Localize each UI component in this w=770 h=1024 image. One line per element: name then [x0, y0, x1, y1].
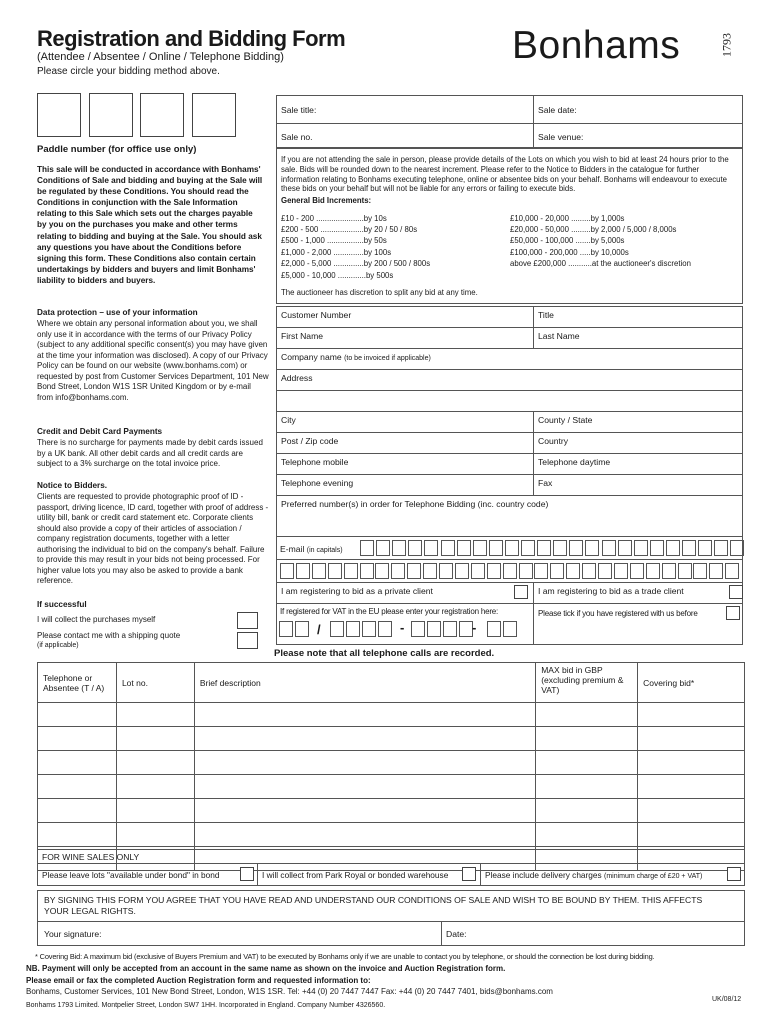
date-field[interactable]: Date: — [446, 929, 467, 939]
email-char-box[interactable] — [360, 563, 374, 579]
form-title: Registration and Bidding Form — [37, 26, 346, 51]
email-char-box[interactable] — [666, 540, 680, 556]
wine-delivery-checkbox[interactable] — [727, 867, 741, 881]
registered-before-label: Please tick if you have registered with us before — [538, 609, 698, 618]
conditions-paragraph: This sale will be conducted in accordance with Bonhams' Conditions of Sale and bidding and buying at the Sale will be regulated by these Conditions. You should read the Conditions in conjunction with the Sale Information relating to this Sale which sets out the charges payable by you on the purchases you make and other terms relating to bidding and buying at the Sale. You should ask any questions you have about the Conditions before signing this form. These Conditions also contain certain undertakings by bidders and buyers and limit Bonhams' liability to bidders and buyers. — [37, 165, 263, 285]
email-char-box[interactable] — [312, 563, 326, 579]
paddle-box-2[interactable] — [89, 93, 133, 137]
wine-park-royal-label: I will collect from Park Royal or bonded warehouse — [262, 870, 449, 880]
email-char-box[interactable] — [682, 540, 696, 556]
email-char-box[interactable] — [553, 540, 567, 556]
email-char-box[interactable] — [566, 563, 580, 579]
wine-delivery-label: Please include delivery charges (minimum charge of £20 + VAT) — [485, 870, 703, 880]
vat-char-box[interactable] — [295, 621, 309, 637]
increment-row: £20,000 - 50,000 .........by 2,000 / 5,000 / 8,000s — [510, 225, 677, 234]
vat-char-box[interactable] — [378, 621, 392, 637]
email-char-box[interactable] — [296, 563, 310, 579]
sale-no-field[interactable]: Sale no. — [276, 123, 534, 148]
company-note: (to be invoiced if applicable) — [344, 355, 431, 362]
notice-text: Clients are requested to provide photographic proof of ID - passport, driving licence, ID card, together with proof of address - utility bill, bank or credit card statement etc. Corporate clients should also provide a copy of their articles of association / company registration documents, together with a letter authorising the individual to bid on the company's behalf. Failure to provide this may result in your bids not being processed. For higher value lots you may also be asked to provide a bank reference. — [37, 492, 269, 585]
shipping-checkbox[interactable] — [237, 632, 258, 649]
vat-char-box[interactable] — [279, 621, 293, 637]
wine-divider — [257, 863, 258, 886]
wine-heading: FOR WINE SALES ONLY — [42, 852, 140, 862]
email-label: E-mail (in capitals) — [280, 544, 343, 554]
email-char-box[interactable] — [585, 540, 599, 556]
wine-divider — [480, 863, 481, 886]
address-line-2-field[interactable] — [276, 390, 743, 412]
email-char-box[interactable] — [618, 540, 632, 556]
email-char-box[interactable] — [439, 563, 453, 579]
vat-label: If registered for VAT in the EU please enter your registration here: — [280, 607, 499, 616]
email-char-box[interactable] — [614, 563, 628, 579]
wine-section — [37, 849, 745, 886]
email-char-box[interactable] — [487, 563, 501, 579]
vat-char-box[interactable] — [362, 621, 376, 637]
company-details: Bonhams 1793 Limited. Montpelier Street, London SW7 1HH. Incorporated in England. Company Number 4326560. — [26, 1002, 386, 1009]
email-char-box[interactable] — [503, 563, 517, 579]
email-char-box[interactable] — [473, 540, 487, 556]
phone-recorded-notice: Please note that all telephone calls are recorded. — [274, 648, 495, 659]
notice-heading: Notice to Bidders. — [37, 481, 108, 490]
wine-bond-label: Please leave lots "available under bond" in bond — [42, 870, 220, 880]
contact-details: Bonhams, Customer Services, 101 New Bond Street, London, W1S 1SR. Tel: +44 (0) 20 7447 7447 Fax: +44 (0) 20 7447 7401, bids@bonhams.com — [26, 987, 553, 996]
col-type-header: Telephone or Absentee (T / A) — [38, 663, 117, 703]
logo-year: 1793 — [719, 32, 734, 57]
telephone-evening-field[interactable]: Telephone evening — [276, 474, 534, 496]
vat-char-box[interactable] — [346, 621, 360, 637]
wine-bond-checkbox[interactable] — [240, 867, 254, 881]
email-char-box[interactable] — [407, 563, 421, 579]
private-client-row: I am registering to bid as a private client — [276, 582, 534, 604]
email-char-box[interactable] — [505, 540, 519, 556]
email-char-box[interactable] — [709, 563, 723, 579]
collect-checkbox[interactable] — [237, 612, 258, 629]
email-char-box[interactable] — [650, 540, 664, 556]
col-max-header: MAX bid in GBP (excluding premium & VAT) — [536, 663, 638, 703]
email-char-box[interactable] — [408, 540, 422, 556]
bid-row[interactable] — [38, 703, 745, 727]
email-char-box[interactable] — [280, 563, 294, 579]
increment-row: £100,000 - 200,000 .....by 10,000s — [510, 248, 629, 257]
city-field[interactable]: City — [276, 411, 534, 433]
paddle-number-label: Paddle number (for office use only) — [37, 144, 197, 155]
email-char-box[interactable] — [457, 540, 471, 556]
discretion-note: The auctioneer has discretion to split any bid at any time. — [281, 288, 478, 297]
bid-row[interactable] — [38, 751, 745, 775]
email-char-box[interactable] — [537, 540, 551, 556]
agreement-text: BY SIGNING THIS FORM YOU AGREE THAT YOU HAVE READ AND UNDERSTAND OUR CONDITIONS OF SALE AND WISH TO BE BOUND BY THEM. THIS AFFECTS YOUR LEGAL RIGHTS. — [44, 895, 703, 916]
col-desc-header: Brief description — [194, 663, 535, 703]
email-char-box[interactable] — [489, 540, 503, 556]
bid-row[interactable] — [38, 727, 745, 751]
vat-char-box[interactable] — [503, 621, 517, 637]
data-protection-heading: Data protection – use of your information — [37, 308, 198, 317]
increment-row: £50,000 - 100,000 .......by 5,000s — [510, 236, 625, 245]
increments-heading: General Bid Increments: — [281, 196, 372, 206]
agreement-divider — [37, 921, 745, 922]
wine-divider — [37, 863, 745, 864]
email-char-box[interactable] — [534, 563, 548, 579]
increment-row: £10,000 - 20,000 .........by 1,000s — [510, 214, 625, 223]
collect-label: I will collect the purchases myself — [37, 615, 156, 624]
increment-row: £500 - 1,000 .................by 50s — [281, 236, 387, 245]
email-char-box[interactable] — [714, 540, 728, 556]
email-char-box[interactable] — [582, 563, 596, 579]
email-char-box[interactable] — [634, 540, 648, 556]
covering-bid-note: * Covering Bid: A maximum bid (exclusive of Buyers Premium and VAT) to be executed by Bonhams only if we are unable to contact you by telephone, or should the connection be lost during bidding. — [35, 952, 655, 961]
telephone-daytime-field[interactable]: Telephone daytime — [533, 453, 743, 475]
email-char-box[interactable] — [698, 540, 712, 556]
col-lot-header: Lot no. — [116, 663, 194, 703]
wine-park-royal-checkbox[interactable] — [462, 867, 476, 881]
form-subtitle: (Attendee / Absentee / Online / Telephone Bidding) — [37, 51, 284, 63]
bonhams-logo: Bonhams — [512, 24, 681, 67]
payment-note: NB. Payment will only be accepted from an account in the same name as shown on the invoice and Auction Registration form. — [26, 964, 506, 973]
vat-separator: - — [472, 620, 477, 635]
vat-char-box[interactable] — [411, 621, 425, 637]
vat-separator: / — [317, 622, 321, 637]
title-field[interactable]: Title — [533, 306, 743, 328]
bid-row[interactable] — [38, 775, 745, 799]
email-char-box[interactable] — [391, 563, 405, 579]
paddle-box-1[interactable] — [37, 93, 81, 137]
increment-row: £1,000 - 2,000 ..............by 100s — [281, 248, 392, 257]
email-char-box[interactable] — [519, 563, 533, 579]
registered-before-checkbox[interactable] — [726, 606, 740, 620]
email-char-box[interactable] — [602, 540, 616, 556]
customer-number-field[interactable]: Customer Number — [276, 306, 534, 328]
card-payments-text: There is no surcharge for payments made by debit cards issued by a UK bank. All other debit cards and all credit cards are subject to a 3% surcharge on the total invoice price. — [37, 438, 263, 468]
increment-row: above £200,000 ...........at the auctioneer's discretion — [510, 259, 691, 268]
card-payments-heading: Credit and Debit Card Payments — [37, 427, 163, 436]
paddle-box-4[interactable] — [192, 93, 236, 137]
email-char-box[interactable] — [678, 563, 692, 579]
sale-date-field[interactable]: Sale date: — [533, 95, 743, 124]
increment-row: £2,000 - 5,000 ..............by 200 / 500 / 800s — [281, 259, 431, 268]
email-char-box[interactable] — [730, 540, 744, 556]
email-char-box[interactable] — [360, 540, 374, 556]
return-note: Please email or fax the completed Auction Registration form and requested information to: — [26, 976, 371, 985]
address-field[interactable]: Address — [276, 369, 743, 391]
first-name-field[interactable]: First Name — [276, 327, 534, 349]
last-name-field[interactable]: Last Name — [533, 327, 743, 349]
sale-venue-field[interactable]: Sale venue: — [533, 123, 743, 148]
email-char-box[interactable] — [569, 540, 583, 556]
email-char-box[interactable] — [725, 563, 739, 579]
preferred-numbers-field[interactable]: Preferred number(s) in order for Telephone Bidding (inc. country code) — [276, 495, 743, 537]
email-char-box[interactable] — [376, 540, 390, 556]
email-char-box[interactable] — [328, 563, 342, 579]
email-char-box[interactable] — [550, 563, 564, 579]
email-char-box[interactable] — [662, 563, 676, 579]
county-field[interactable]: County / State — [533, 411, 743, 433]
fax-field[interactable]: Fax — [533, 474, 743, 496]
bidding-info-intro: If you are not attending the sale in person, please provide details of the Lots on which you wish to bid at least 24 hours prior to the sale. Bids will be rounded down to the nearest increment. Please refer to the Notice to Bidders in the catalogue for further information relating to Bonhams executing telephone, online or absentee bids on your behalf. Bonhams will endeavour to execute these bids on your behalf but will not be liable for any errors or failing to execute bids. — [281, 155, 729, 194]
email-char-box[interactable] — [375, 563, 389, 579]
email-char-box[interactable] — [646, 563, 660, 579]
country-field[interactable]: Country — [533, 432, 743, 454]
bid-row[interactable] — [38, 799, 745, 823]
email-char-box[interactable] — [441, 540, 455, 556]
increment-row: £10 - 200 ......................by 10s — [281, 214, 387, 223]
agreement-divider — [441, 921, 442, 946]
vat-separator: - — [400, 620, 405, 635]
email-char-box[interactable] — [471, 563, 485, 579]
if-successful-heading: If successful — [37, 600, 87, 609]
email-char-box[interactable] — [455, 563, 469, 579]
paddle-box-3[interactable] — [140, 93, 184, 137]
sale-title-field[interactable]: Sale title: — [276, 95, 534, 124]
private-client-checkbox[interactable] — [514, 585, 528, 599]
bids-table — [37, 662, 745, 871]
data-protection-text: Where we obtain any personal information about you, we shall only use it in accordance with the terms of our Privacy Policy (subject to any additional specific consent(s) you may have given at the time your information was disclosed). A copy of our Privacy Policy can be found on our website (www.bonhams.com) or requested by post from Customer Services Department, 101 New Bond Street, London W1S 1SR United Kingdom or by e-mail from info@bonhams.com. — [37, 319, 269, 402]
shipping-label: Please contact me with a shipping quote — [37, 631, 181, 640]
email-char-box[interactable] — [521, 540, 535, 556]
signature-field[interactable]: Your signature: — [44, 929, 102, 939]
col-cover-header: Covering bid* — [638, 663, 745, 703]
increment-row: £200 - 500 ....................by 20 / 50 / 80s — [281, 225, 418, 234]
telephone-mobile-field[interactable]: Telephone mobile — [276, 453, 534, 475]
increment-row: £5,000 - 10,000 .............by 500s — [281, 271, 394, 280]
vat-char-box[interactable] — [427, 621, 441, 637]
email-char-box[interactable] — [693, 563, 707, 579]
email-char-box[interactable] — [392, 540, 406, 556]
email-char-box[interactable] — [424, 540, 438, 556]
vat-char-box[interactable] — [459, 621, 473, 637]
bid-row[interactable] — [38, 823, 745, 847]
email-char-box[interactable] — [630, 563, 644, 579]
vat-char-box[interactable] — [487, 621, 501, 637]
form-code: UK/08/12 — [712, 996, 742, 1003]
postcode-field[interactable]: Post / Zip code — [276, 432, 534, 454]
trade-client-row: I am registering to bid as a trade client — [533, 582, 743, 604]
trade-client-checkbox[interactable] — [729, 585, 743, 599]
vat-char-box[interactable] — [443, 621, 457, 637]
bidding-method-instruction: Please circle your bidding method above. — [37, 66, 220, 77]
email-char-box[interactable] — [423, 563, 437, 579]
email-char-box[interactable] — [598, 563, 612, 579]
vat-char-box[interactable] — [330, 621, 344, 637]
email-char-box[interactable] — [344, 563, 358, 579]
company-name-field[interactable]: Company name (to be invoiced if applicable) — [276, 348, 743, 370]
shipping-note: (if applicable) — [37, 642, 79, 649]
